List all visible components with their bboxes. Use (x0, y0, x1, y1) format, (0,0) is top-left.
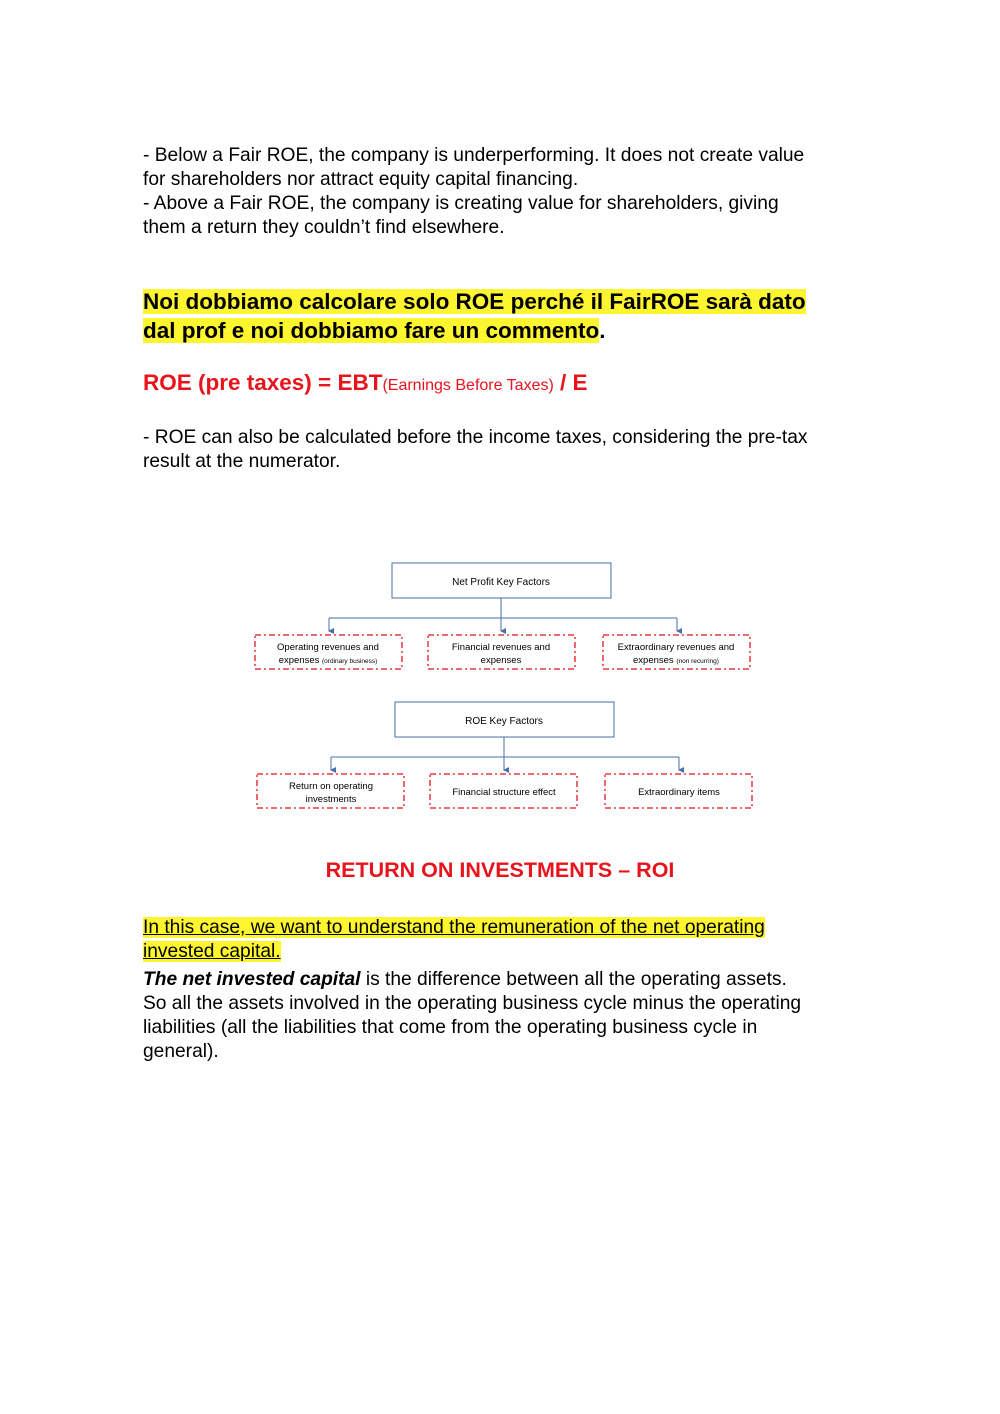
intro-paragraph (143, 144, 858, 240)
intro-line: for shareholders nor attract equity capital financing. (143, 169, 579, 190)
intro-line: them a return they couldn’t find elsewhere. (143, 217, 505, 238)
roi-line: general). (143, 1041, 219, 1062)
extraordinary-label: Extraordinary revenues and (617, 642, 735, 653)
financial-structure-label: Financial structure effect (452, 787, 556, 798)
intro-line: - Above a Fair ROE, the company is creating value for shareholders, giving (143, 193, 779, 214)
roi-line: So all the assets involved in the operating business cycle minus the operating (143, 993, 802, 1014)
net-profit-root-label: Net Profit Key Factors (452, 577, 550, 588)
formula-rhs: / E (553, 370, 588, 395)
italian-note (143, 287, 806, 345)
note-period: . (599, 318, 606, 343)
net-profit-tree (255, 563, 750, 669)
intro-line: - Below a Fair ROE, the company is underperforming. It does not create value (143, 145, 805, 166)
pretax-line: - ROE can also be calculated before the income taxes, considering the pre-tax (143, 427, 808, 448)
roe-formula (143, 370, 588, 396)
pretax-line: result at the numerator. (143, 451, 341, 472)
roi-definition-rest: is the difference between all the operating assets. (360, 969, 787, 990)
financial-label: Financial revenues and (451, 642, 551, 653)
roi-definition-term: The net invested capital (143, 969, 361, 990)
pretax-paragraph (143, 426, 858, 474)
roi-paragraph (143, 916, 858, 1064)
roi-highlight-line: In this case, we want to understand the remuneration of the net operating (143, 917, 765, 938)
extraordinary-label-2: expenses (non recurring) (633, 655, 719, 666)
operating-label-2: expenses (ordinary business) (278, 655, 378, 666)
operating-label: Operating revenues and (277, 642, 379, 653)
financial-label-2: expenses (480, 655, 522, 666)
extraordinary-items-label: Extraordinary items (638, 787, 720, 798)
roe-tree (257, 702, 752, 808)
roi-line: liabilities (all the liabilities that come from the operating business cycle in (143, 1017, 758, 1038)
formula-paren: (Earnings Before Taxes) (382, 377, 554, 394)
roi-highlight-line: invested capital. (143, 941, 281, 962)
return-operating-label: Return on operating (289, 781, 373, 792)
roe-root-label: ROE Key Factors (465, 716, 543, 727)
key-factors-diagram (0, 555, 1000, 815)
note-line-1: Noi dobbiamo calcolare solo ROE perché il FairROE sarà dato (143, 289, 806, 314)
return-operating-label-2: investments (305, 794, 357, 805)
roi-section-title: RETURN ON INVESTMENTS – ROI (325, 858, 675, 882)
formula-lhs: ROE (pre taxes) = EBT (143, 370, 383, 395)
note-line-2: dal prof e noi dobbiamo fare un commento (143, 318, 600, 343)
